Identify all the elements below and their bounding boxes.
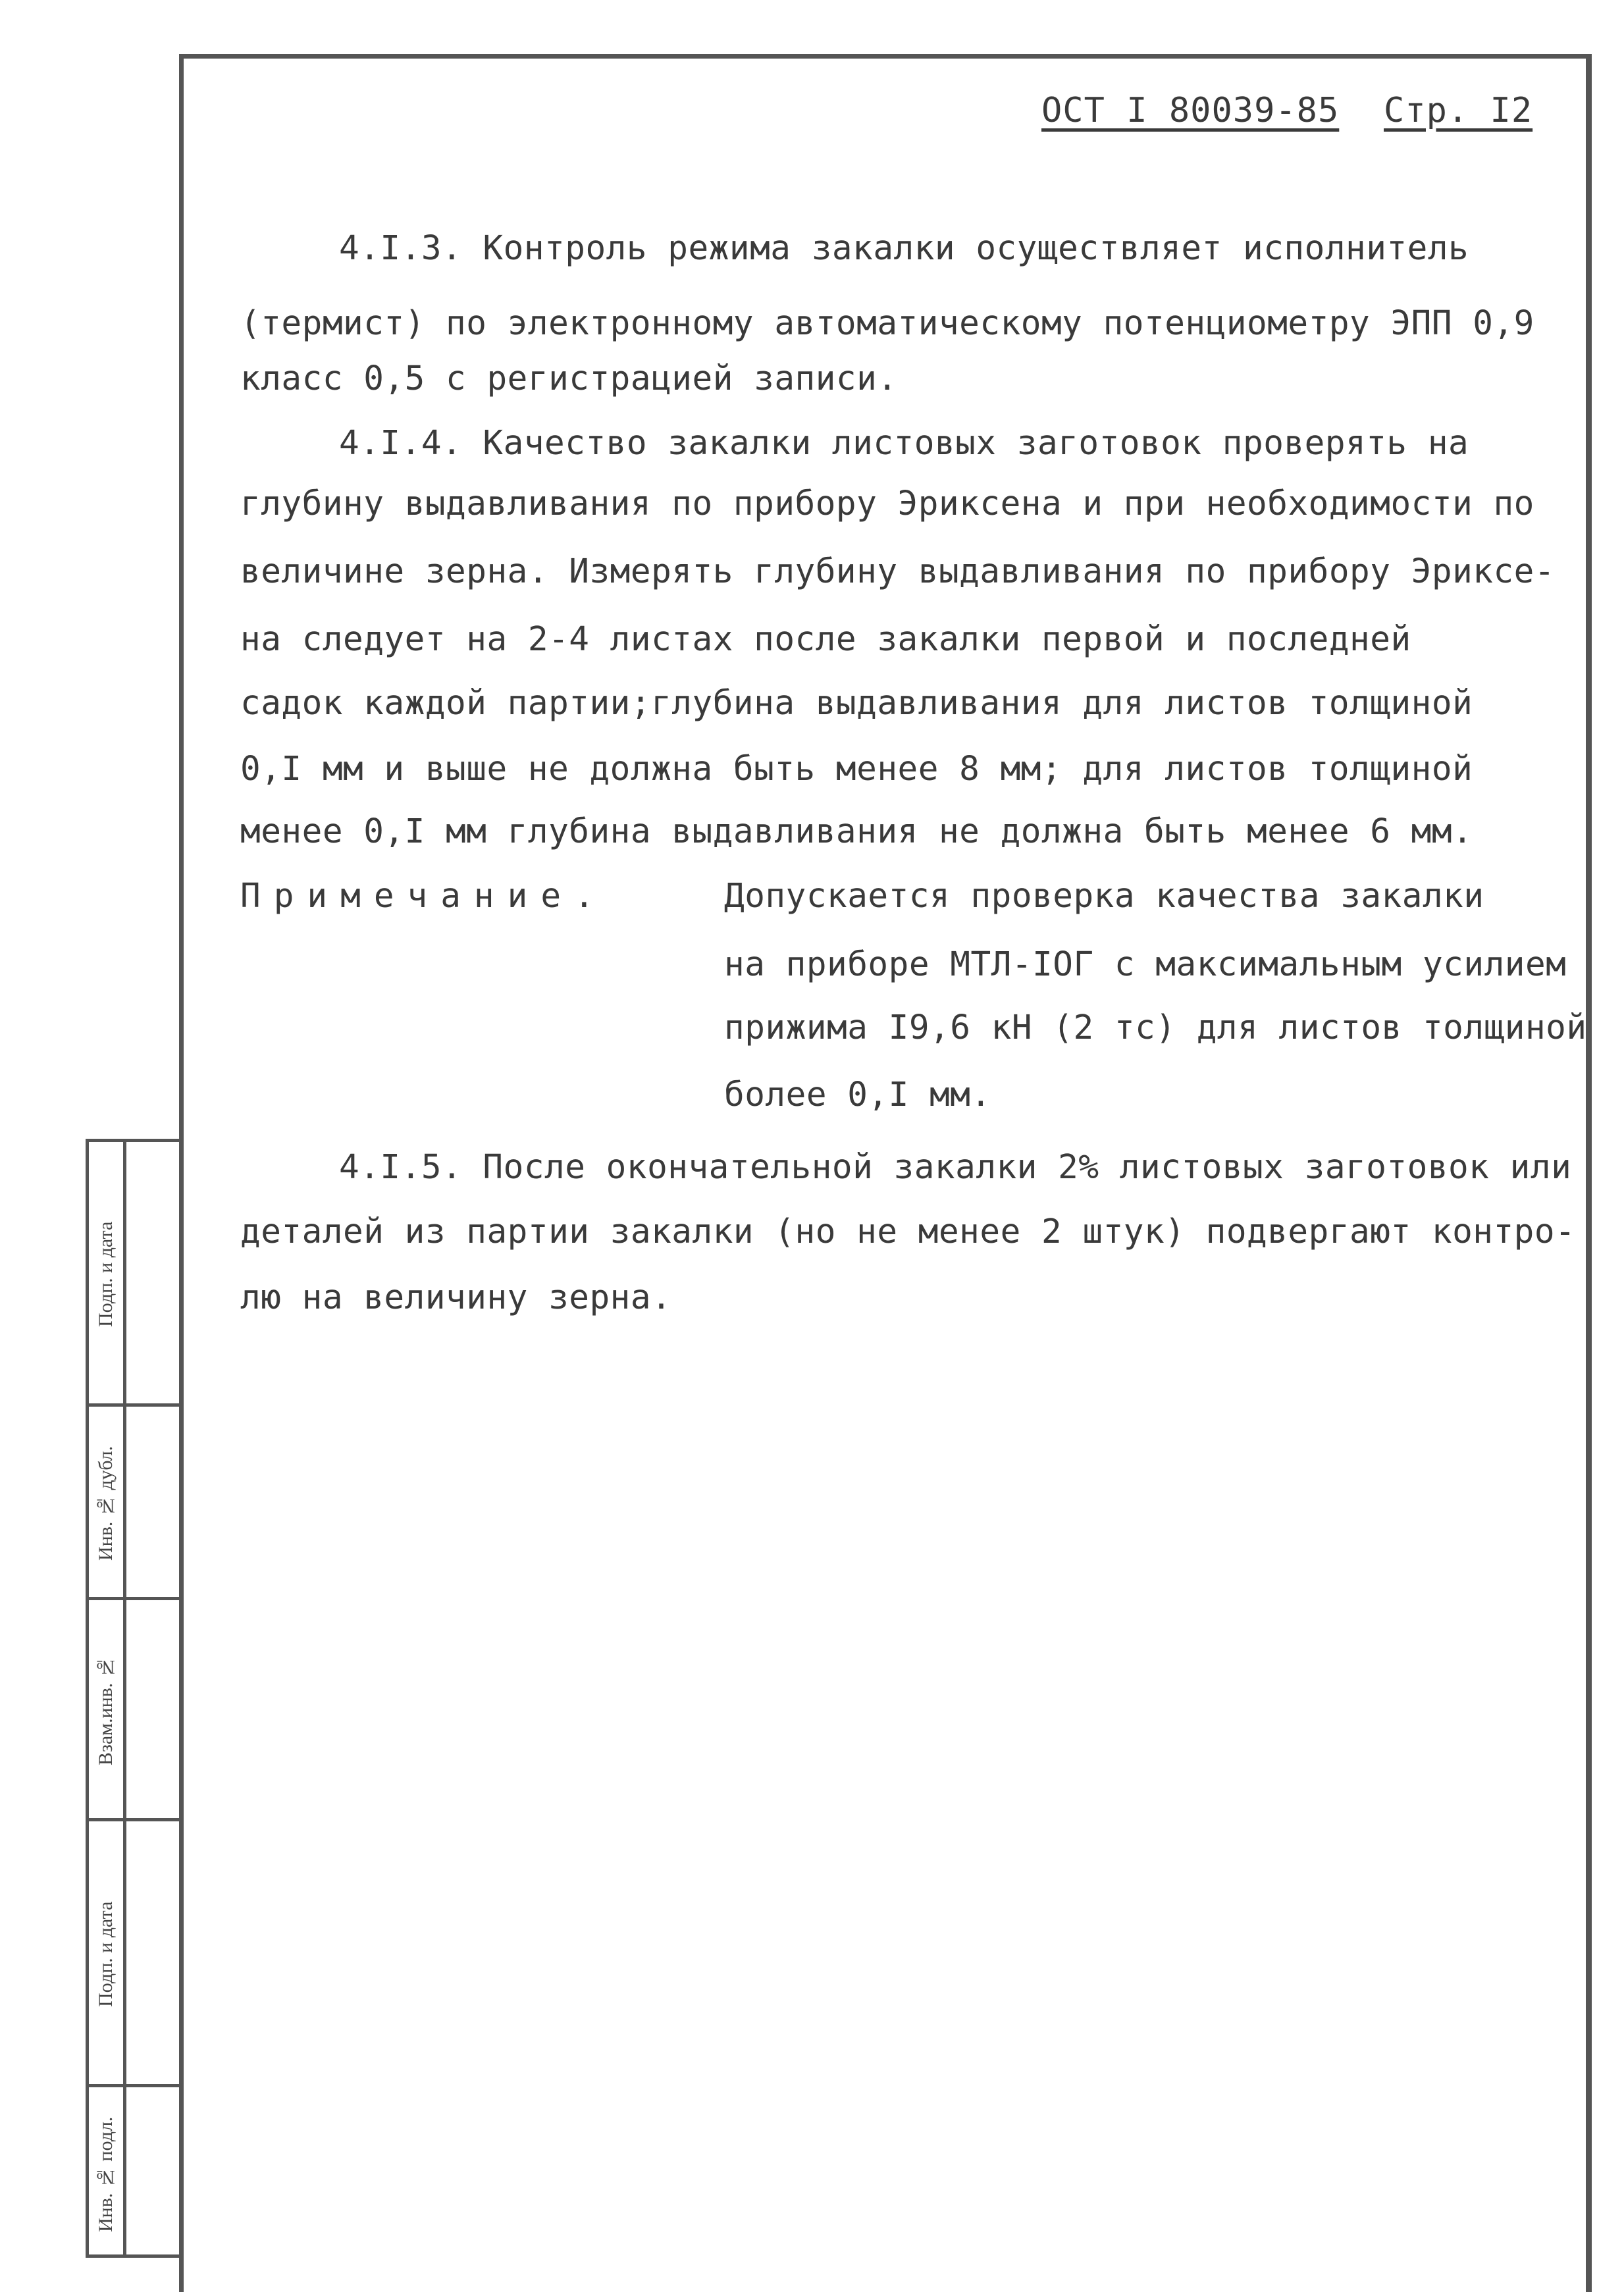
- document-number: ОСТ I 80039-85: [1041, 91, 1340, 130]
- text-line: 4.I.3. Контроль режима закалки осуществляет исполнитель: [339, 229, 1469, 268]
- text-line: деталей из партии закалки (но не менее 2 штук) подвергают контро-: [240, 1212, 1576, 1251]
- note-label: Примечание.: [240, 877, 608, 916]
- note-line: более 0,I мм.: [724, 1076, 991, 1114]
- stamp-label-sign-date-2: Подп. и дата: [95, 1901, 117, 2008]
- text-line: глубину выдавливания по прибору Эриксена и при необходимости по: [240, 484, 1534, 523]
- text-line: 4.I.4. Качество закалки листовых заготовок проверять на: [339, 424, 1469, 463]
- text-line: величине зерна. Измерять глубину выдавливания по прибору Эриксе-: [240, 552, 1556, 591]
- note-line: прижима I9,6 кН (2 тс) для листов толщиной: [724, 1008, 1587, 1047]
- text-line: (термист) по электронному автоматическому потенциометру ЭПП 0,9: [240, 304, 1534, 343]
- document-header: [1041, 91, 1533, 133]
- stamp-label-sign-date: Подп. и дата: [95, 1221, 117, 1328]
- text-line: менее 0,I мм глубина выдавливания не должна быть менее 6 мм.: [240, 812, 1473, 851]
- page-number: Стр. I2: [1384, 91, 1533, 130]
- text-line: садок каждой партии;глубина выдавливания для листов толщиной: [240, 684, 1473, 723]
- stamp-label-dup-inv: Инв. № дубл.: [95, 1446, 117, 1561]
- stamp-label-orig-inv: Инв. № подл.: [95, 2116, 117, 2232]
- text-line: класс 0,5 с регистрацией записи.: [240, 359, 898, 398]
- text-line: 0,I мм и выше не должна быть менее 8 мм; для листов толщиной: [240, 750, 1473, 789]
- margin-stamp: [86, 1139, 184, 2258]
- text-line: 4.I.5. После окончательной закалки 2% листовых заготовок или: [339, 1148, 1572, 1187]
- text-line: лю на величину зерна.: [240, 1278, 672, 1317]
- text-line: на следует на 2-4 листах после закалки первой и последней: [240, 620, 1411, 659]
- note-line: на приборе МТЛ-IОГ с максимальным усилием: [724, 945, 1567, 984]
- note-line: Допускается проверка качества закалки: [724, 877, 1484, 916]
- stamp-label-replace-inv: Взам.инв. №: [95, 1656, 117, 1765]
